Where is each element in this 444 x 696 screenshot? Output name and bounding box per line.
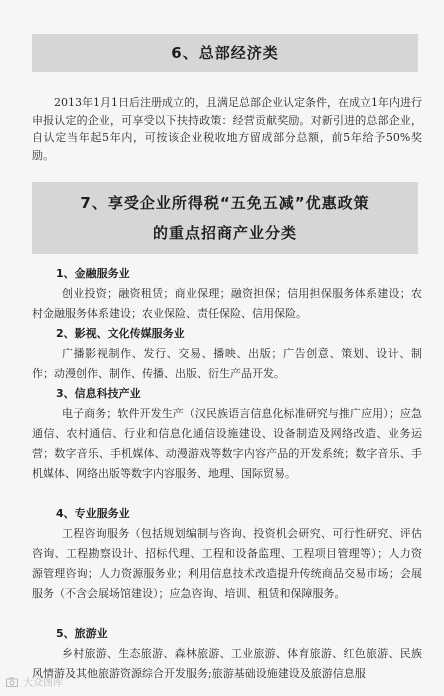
- watermark-text: 大众图库: [23, 678, 64, 689]
- industry-5-heading: 5、旅游业: [56, 627, 108, 640]
- section-6-banner: [32, 34, 418, 72]
- section-7-title-line-1: 7、享受企业所得税“五免五减”优惠政策: [80, 194, 370, 212]
- industry-2-heading: 2、影视、文化传媒服务业: [56, 327, 185, 340]
- industry-1-text: 创业投资；融资租赁；商业保理；融资担保；信用担保服务体系建设；农村金融服务体系建设；农业保险、责任保险、信用保险。: [32, 287, 422, 320]
- section-6-title: 6、总部经济类: [171, 44, 279, 62]
- industry-5-text: 乡村旅游、生态旅游、森林旅游、工业旅游、体育旅游、红色旅游、民族风情游及其他旅游资源综合开发服务;旅游基础设施建设及旅游信息服: [32, 647, 422, 680]
- industry-4-heading: 4、专业服务业: [56, 507, 130, 520]
- industry-3-text: 电子商务；软件开发生产（汉民族语言信息化标准研究与推广应用）；应急通信、农村通信、行业和信息化通信设施建设、设备制造及网络改造、业务运营；数字音乐、手机媒体、动漫游戏等数字内容产品的开发系统；数字音乐、手机媒体、网络出版等数字内容服务、地理、国际贸易。: [32, 407, 422, 480]
- industry-4-text: 工程咨询服务（包括规划编制与咨询、投资机会研究、可行性研究、评估咨询、工程勘察设计、招标代理、工程和设备监理、工程项目管理等）；人力资源管理咨询；人力资源服务业；利用信息技术改造提升传统商品交易市场；会展服务（不含会展场馆建设）；应急咨询、培训、租赁和保障服务。: [32, 527, 422, 600]
- watermark: [6, 674, 63, 689]
- camera-icon: [6, 677, 18, 687]
- industry-1-heading: 1、金融服务业: [56, 267, 130, 280]
- industry-2-text: 广播影视制作、发行、交易、播映、出版；广告创意、策划、设计、制作；动漫创作、制作、传播、出版、衍生产品开发。: [32, 347, 422, 380]
- industry-3-heading: 3、信息科技产业: [56, 387, 141, 400]
- section-6-body: 2013年1月1日后注册成立的，且满足总部企业认定条件，在成立1年内进行申报认定的企业，可享受以下扶持政策：经营贡献奖励。对新引进的总部企业，自认定当年起5年内，可按该企业税收地方留成部分总额，前5年给予50%奖励。: [32, 96, 422, 162]
- section-7-banner: [32, 182, 418, 254]
- section-7-title-line-2: 的重点招商产业分类: [152, 224, 297, 242]
